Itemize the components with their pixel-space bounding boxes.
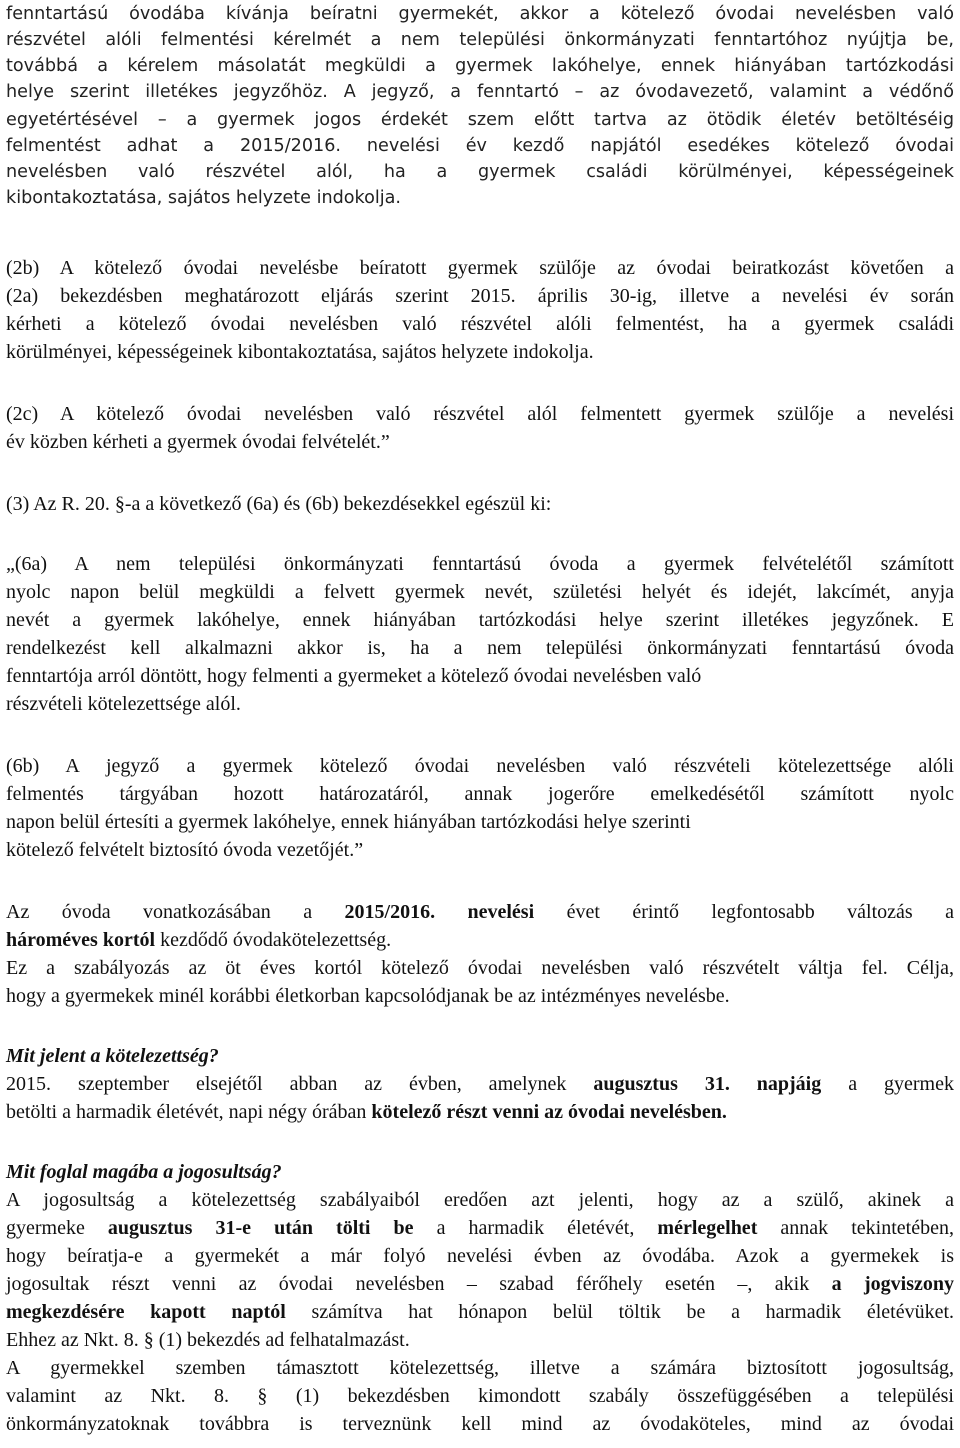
text-line: kötelező felvételt biztosító óvoda vezetőjét.” — [6, 839, 364, 861]
paragraph-3: (3) Az R. 20. §-a a következő (6a) és (6b) bekezdésekkel egészül ki: — [6, 493, 552, 515]
text-line: A jogosultság a kötelezettség szabályaiból eredően azt jelenti, hogy az a szülő, akinek a — [6, 1189, 954, 1211]
text-run: a harmadik életévét, — [413, 1217, 658, 1239]
text-line: A gyermekkel szemben támasztott kötelezettség, illetve a számára biztosított jogosultság, — [6, 1357, 954, 1379]
text-line: fenntartója arról döntött, hogy felmenti a gyermeket a kötelező óvodai nevelésben való — [6, 665, 702, 687]
emphasis-after-aug31: augusztus 31-e után tölti be — [107, 1217, 414, 1239]
text-line: nevelésben való részvétel alól, ha a gyermek családi körülményei, képességeinek — [6, 162, 954, 182]
text-line — [6, 1070, 954, 1098]
emphasis-legal-relation: a jogviszony — [831, 1273, 954, 1295]
text-run: 2015. szeptember elsejétől abban az évben, amelynek — [6, 1073, 594, 1095]
text-line: hogy beíratja-e a gyermekét a már folyó nevelési évben az óvodába. Azok a gyermekek is — [6, 1245, 954, 1267]
text-line: (2c) A kötelező óvodai nevelésben való részvétel alól felmentett gyermek szülője a nevelési — [6, 403, 954, 425]
text-line: hogy a gyermekek minél korábbi életkorban kapcsolódjanak be az intézményes nevelésbe. — [6, 985, 730, 1007]
emphasis-date: augusztus 31. napjáig — [593, 1073, 822, 1095]
text-run: betölti a harmadik életévét, napi négy órában — [6, 1101, 372, 1123]
text-line: „(6a) A nem települési önkormányzati fenntartású óvoda a gyermek felvételétől számított — [6, 553, 954, 575]
text-line: (6b) A jegyző a gyermek kötelező óvodai nevelésben való részvételi kötelezettsége alóli — [6, 755, 954, 777]
text-line: kibontakoztatása, sajátos helyzete indokolja. — [6, 188, 402, 208]
text-run: gyermeke — [6, 1217, 108, 1239]
text-line: napon belül értesíti a gyermek lakóhelye, ennek hiányában tartózkodási helye szerinti — [6, 811, 691, 833]
text-run: kezdődő óvodakötelezettség. — [155, 929, 392, 951]
heading-obligation: Mit jelent a kötelezettség? — [6, 1045, 219, 1067]
text-line: önkormányzatoknak továbbra is terveznünk kell mind az óvodaköteles, mind az óvodai — [6, 1413, 954, 1435]
text-line — [6, 898, 954, 926]
text-line: helye szerint illetékes jegyzőhöz. A jegyző, a fenntartó – az óvodavezető, valamint a védőnő — [6, 82, 954, 102]
text-line: valamint az Nkt. 8. § (1) bekezdésben kimondott szabály összefüggésében a települési — [6, 1385, 954, 1407]
text-line: Ehhez az Nkt. 8. § (1) bekezdés ad felhatalmazást. — [6, 1329, 410, 1351]
text-line: részvétel alóli felmentési kérelmét a nem települési önkormányzati fenntartóhoz nyújtja be, — [6, 30, 954, 50]
text-line: nevét a gyermek lakóhelye, ennek hiányában tartózkodási helye szerint illetékes jegyzőnek. E — [6, 609, 954, 631]
text-line: Ez a szabályozás az öt éves kortól kötelező óvodai nevelésben való részvételt váltja fel. Célja, — [6, 957, 954, 979]
text-line: fenntartású óvodába kívánja beíratni gyermekét, akkor a kötelező óvodai nevelésben való — [6, 4, 954, 24]
emphasis-year: 2015/2016. nevelési — [344, 901, 535, 923]
text-line — [6, 1098, 954, 1126]
text-line — [6, 1270, 954, 1298]
emphasis-consider: mérlegelhet — [657, 1217, 758, 1239]
text-line — [6, 926, 954, 954]
emphasis-requirement: kötelező részt venni az óvodai nevelésben. — [371, 1101, 727, 1123]
emphasis-start-date: megkezdésére kapott naptól — [6, 1301, 286, 1323]
text-run: annak tekintetében, — [757, 1217, 954, 1239]
text-line: rendelkezést kell alkalmazni akkor is, ha a nem települési önkormányzati fenntartású óvoda — [6, 637, 954, 659]
text-line: felmentés tárgyában hozott határozatáról, annak jogerőre emelkedésétől számított nyolc — [6, 783, 954, 805]
text-line: részvételi kötelezettsége alól. — [6, 693, 241, 715]
text-run: jogosultak részt venni az óvodai nevelésben – szabad férőhely esetén –, akik — [6, 1273, 832, 1295]
text-run: évet érintő legfontosabb változás a — [534, 901, 954, 923]
text-line: év közben kérheti a gyermek óvodai felvételét.” — [6, 431, 390, 453]
text-line: (2b) A kötelező óvodai nevelésbe beíratott gyermek szülője az óvodai beiratkozást követően a — [6, 257, 954, 279]
text-run: Az óvoda vonatkozásában a — [6, 901, 345, 923]
text-line: felmentést adhat a 2015/2016. nevelési év kezdő napjától esedékes kötelező óvodai — [6, 136, 954, 156]
text-line: továbbá a kérelem másolatát megküldi a gyermek lakóhelye, ennek hiányában tartózkodási — [6, 56, 954, 76]
text-line: nyolc napon belül megküldi a felvett gyermek nevét, születési helyét és idejét, lakcímét, anyja — [6, 581, 954, 603]
text-run: számítva hat hónapon belül töltik be a harmadik életévüket. — [285, 1301, 955, 1323]
heading-entitlement: Mit foglal magába a jogosultság? — [6, 1161, 282, 1183]
text-line — [6, 1298, 954, 1326]
text-line: kérheti a kötelező óvodai nevelésben való részvétel alóli felmentést, ha a gyermek családi — [6, 313, 954, 335]
text-line: egyetértésével – a gyermek jogos érdekét szem előtt tartva az ötödik életév betöltéséig — [6, 110, 954, 130]
text-line — [6, 1214, 954, 1242]
text-line: (2a) bekezdésben meghatározott eljárás szerint 2015. április 30-ig, illetve a nevelési év során — [6, 285, 954, 307]
text-run: a gyermek — [821, 1073, 954, 1095]
text-line: körülményei, képességeinek kibontakoztatása, sajátos helyzete indokolja. — [6, 341, 594, 363]
emphasis-age: hároméves kortól — [6, 929, 156, 951]
